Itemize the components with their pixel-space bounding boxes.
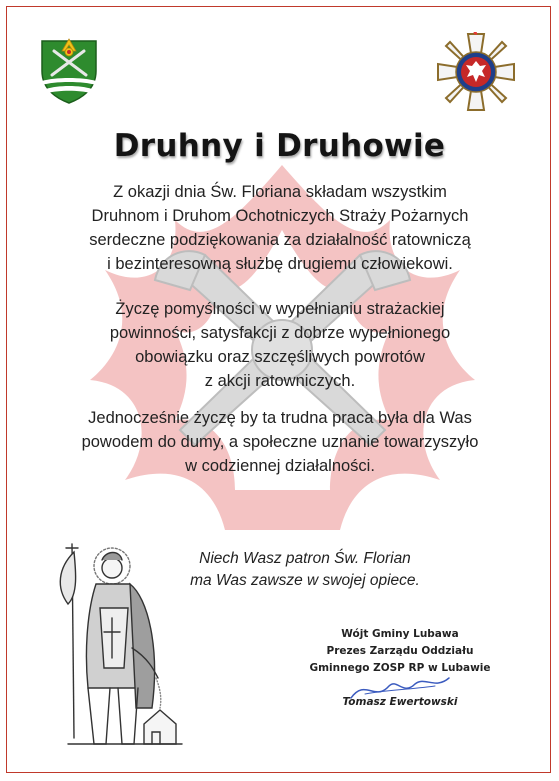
- signer-name: Tomasz Ewertowski: [342, 696, 458, 708]
- paragraph-line: serdeczne podziękowania za działalność ratowniczą: [89, 231, 471, 249]
- coat-of-arms-icon: [40, 35, 98, 105]
- paragraph-line: w codziennej działalności.: [185, 457, 375, 475]
- wish-line: ma Was zawsze w swojej opiece.: [190, 572, 420, 589]
- paragraph-line: i bezinteresowną służbę drugiemu człowiekowi.: [107, 255, 453, 273]
- paragraph-line: Życzę pomyślności w wypełnianiu strażackiej: [115, 300, 445, 318]
- wish-line: Niech Wasz patron Św. Florian: [199, 550, 411, 567]
- signer-role: Gminnego ZOSP RP w Lubawie: [309, 662, 491, 674]
- paragraph-line: z akcji ratowniczych.: [204, 372, 356, 390]
- wishes-paragraph: [40, 297, 520, 393]
- signer-role: Prezes Zarządu Oddziału: [326, 645, 474, 657]
- paragraph-line: Druhnom i Druhom Ochotniczych Straży Pożarnych: [91, 207, 469, 225]
- paragraph-line: Jednocześnie życzę by ta trudna praca była dla Was: [88, 409, 472, 427]
- greeting-paragraph: [40, 180, 520, 276]
- paragraph-line: obowiązku oraz szczęśliwych powrotów: [135, 348, 425, 366]
- closing-paragraph: [40, 406, 520, 478]
- page-title: Druhny i Druhowie: [113, 128, 446, 164]
- paragraph-line: powodem do dumy, a społeczne uznanie towarzyszyło: [81, 433, 479, 451]
- fire-brigade-emblem-icon: [436, 32, 516, 112]
- paragraph-line: Z okazji dnia Św. Floriana składam wszystkim: [113, 183, 447, 201]
- patron-wish: [160, 548, 450, 592]
- paragraph-line: powinności, satysfakcji z dobrze wypełnionego: [109, 324, 451, 342]
- signer-role: Wójt Gminy Lubawa: [341, 628, 459, 640]
